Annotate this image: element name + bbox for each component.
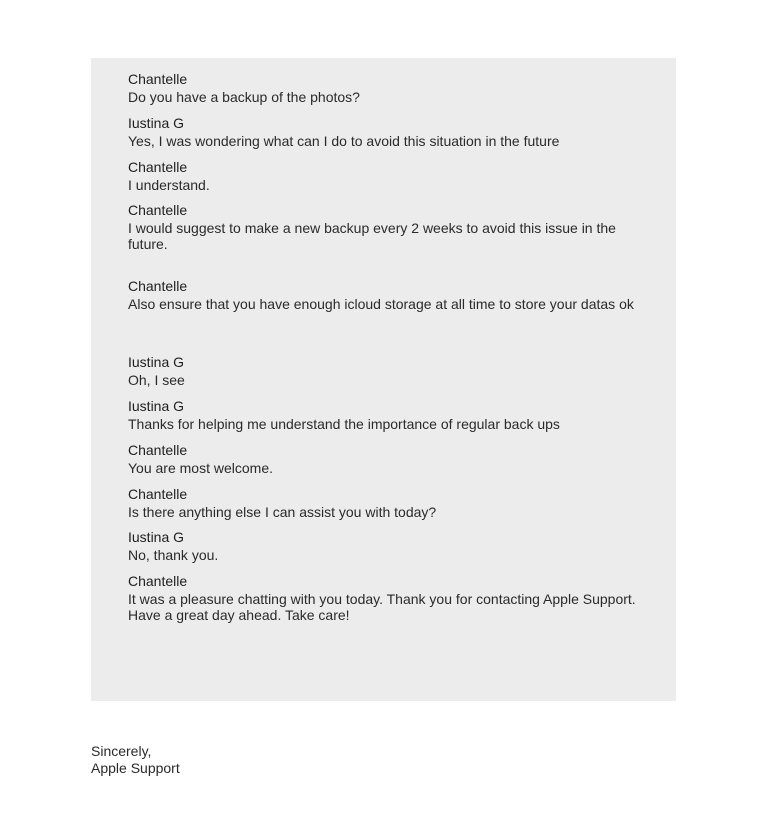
chat-message [128,278,638,312]
chat-message [128,529,638,563]
message-sender: Chantelle [128,202,188,218]
chat-message [128,354,638,388]
message-text: No, thank you. [128,547,219,563]
message-text: Do you have a backup of the photos? [128,89,360,105]
message-sender: Iustina G [128,398,185,414]
message-sender: Chantelle [128,159,188,175]
signature-text: Apple Support [91,760,180,776]
chat-message [128,442,638,476]
message-sender: Chantelle [128,573,188,589]
message-sender: Iustina G [128,529,185,545]
message-text: Also ensure that you have enough icloud storage at all time to store your datas ok [128,296,634,312]
chat-message [128,202,638,252]
message-text: It was a pleasure chatting with you today. Thank you for contacting Apple Support. Have a great day ahead. Take care! [128,591,636,623]
message-text: I understand. [128,177,210,193]
chat-message [128,71,638,105]
message-sender: Chantelle [128,442,188,458]
chat-transcript [91,58,676,701]
chat-message [128,486,638,520]
chat-message [128,573,638,623]
letter-signoff [91,743,180,777]
chat-message [128,115,638,149]
message-sender: Chantelle [128,278,188,294]
chat-message [128,159,638,193]
message-sender: Chantelle [128,71,188,87]
message-text: Oh, I see [128,372,185,388]
message-text: Thanks for helping me understand the importance of regular back ups [128,416,560,432]
chat-message [128,398,638,432]
message-text: I would suggest to make a new backup every 2 weeks to avoid this issue in the future. [128,220,616,252]
message-text: You are most welcome. [128,460,273,476]
message-text: Yes, I was wondering what can I do to avoid this situation in the future [128,133,560,149]
message-text: Is there anything else I can assist you with today? [128,504,437,520]
message-sender: Iustina G [128,115,185,131]
message-sender: Chantelle [128,486,188,502]
closing-text: Sincerely, [91,743,152,759]
message-sender: Iustina G [128,354,185,370]
